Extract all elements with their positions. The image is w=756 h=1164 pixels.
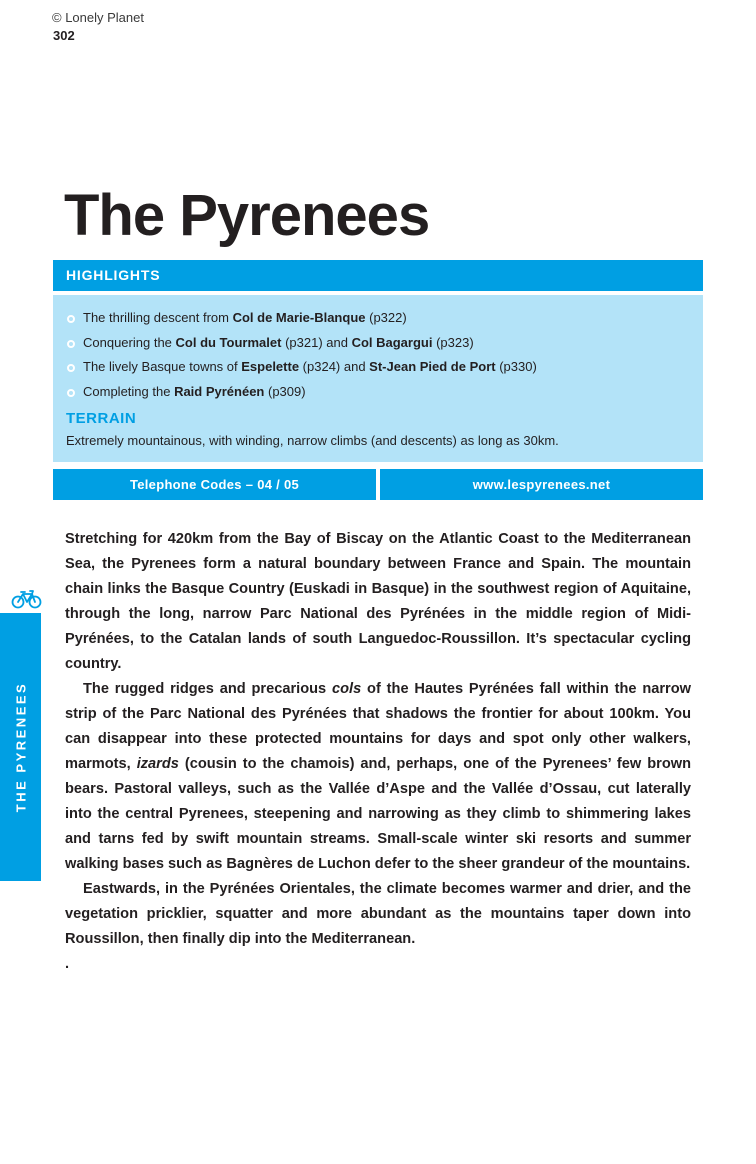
highlight-item: The thrilling descent from Col de Marie-Blanque (p322) — [66, 306, 691, 331]
highlight-item: The lively Basque towns of Espelette (p324) and St-Jean Pied de Port (p330) — [66, 355, 691, 380]
telephone-codes: Telephone Codes – 04 / 05 — [53, 469, 376, 500]
highlights-box — [53, 295, 703, 462]
paragraph: Eastwards, in the Pyrénées Orientales, the climate becomes warmer and drier, and the vegetation pricklier, squatter and more abundant as the mountains taper down into Roussillon, then finally dip into the Mediterranean. — [65, 881, 691, 947]
body-text — [65, 527, 691, 977]
page-number: 302 — [53, 28, 75, 43]
bullet-icon — [67, 389, 75, 397]
paragraph: Stretching for 420km from the Bay of Biscay on the Atlantic Coast to the Mediterranean Sea, the Pyrenees form a natural boundary between France and Spain. The mountain chain links the Basque Country (Euskadi in Basque) in the southwest region of Aquitaine, through the long, narrow Parc National des Pyrénées in the middle region of Midi-Pyrénées, to the Catalan lands of south Languedoc-Roussillon. It’s spectacular cycling country. — [65, 531, 691, 672]
paragraph: The rugged ridges and precarious cols of the Hautes Pyrénées fall within the narrow strip of the Parc National des Pyrénées that shadows the frontier for about 100km. You can disappear into these protected mountains for days and spot only other walkers, marmots, izards (cousin to the chamois) and, perhaps, one of the Pyrenees’ few brown bears. Pastoral valleys, such as the Vallée d’Aspe and the Vallée d’Ossau, cut laterally into the central Pyrenees, steepening and narrowing as they climb to shimmering lakes and tarns fed by swift mountain streams. Small-scale winter ski resorts and summer walking bases such as Bagnères de Luchon defer to the sheer grandeur of the mountains. — [65, 681, 691, 872]
copyright-notice: © Lonely Planet — [52, 10, 144, 25]
bullet-icon — [67, 364, 75, 372]
page-title: The Pyrenees — [64, 183, 430, 248]
website-link[interactable]: www.lespyrenees.net — [380, 469, 703, 500]
terrain-heading: TERRAIN — [66, 410, 137, 427]
highlight-item: Completing the Raid Pyrénéen (p309) — [66, 380, 691, 405]
bullet-icon — [67, 315, 75, 323]
highlights-heading: HIGHLIGHTS — [53, 260, 703, 291]
highlight-item: Conquering the Col du Tourmalet (p321) and Col Bagargui (p323) — [66, 331, 691, 356]
chapter-label: THE PYRENEES — [13, 681, 28, 813]
bullet-icon — [67, 340, 75, 348]
trailing-dot: . — [65, 956, 70, 972]
terrain-description: Extremely mountainous, with winding, narrow climbs (and descents) as long as 30km. — [66, 433, 559, 448]
chapter-side-tab — [0, 613, 41, 881]
bicycle-icon — [11, 589, 42, 609]
